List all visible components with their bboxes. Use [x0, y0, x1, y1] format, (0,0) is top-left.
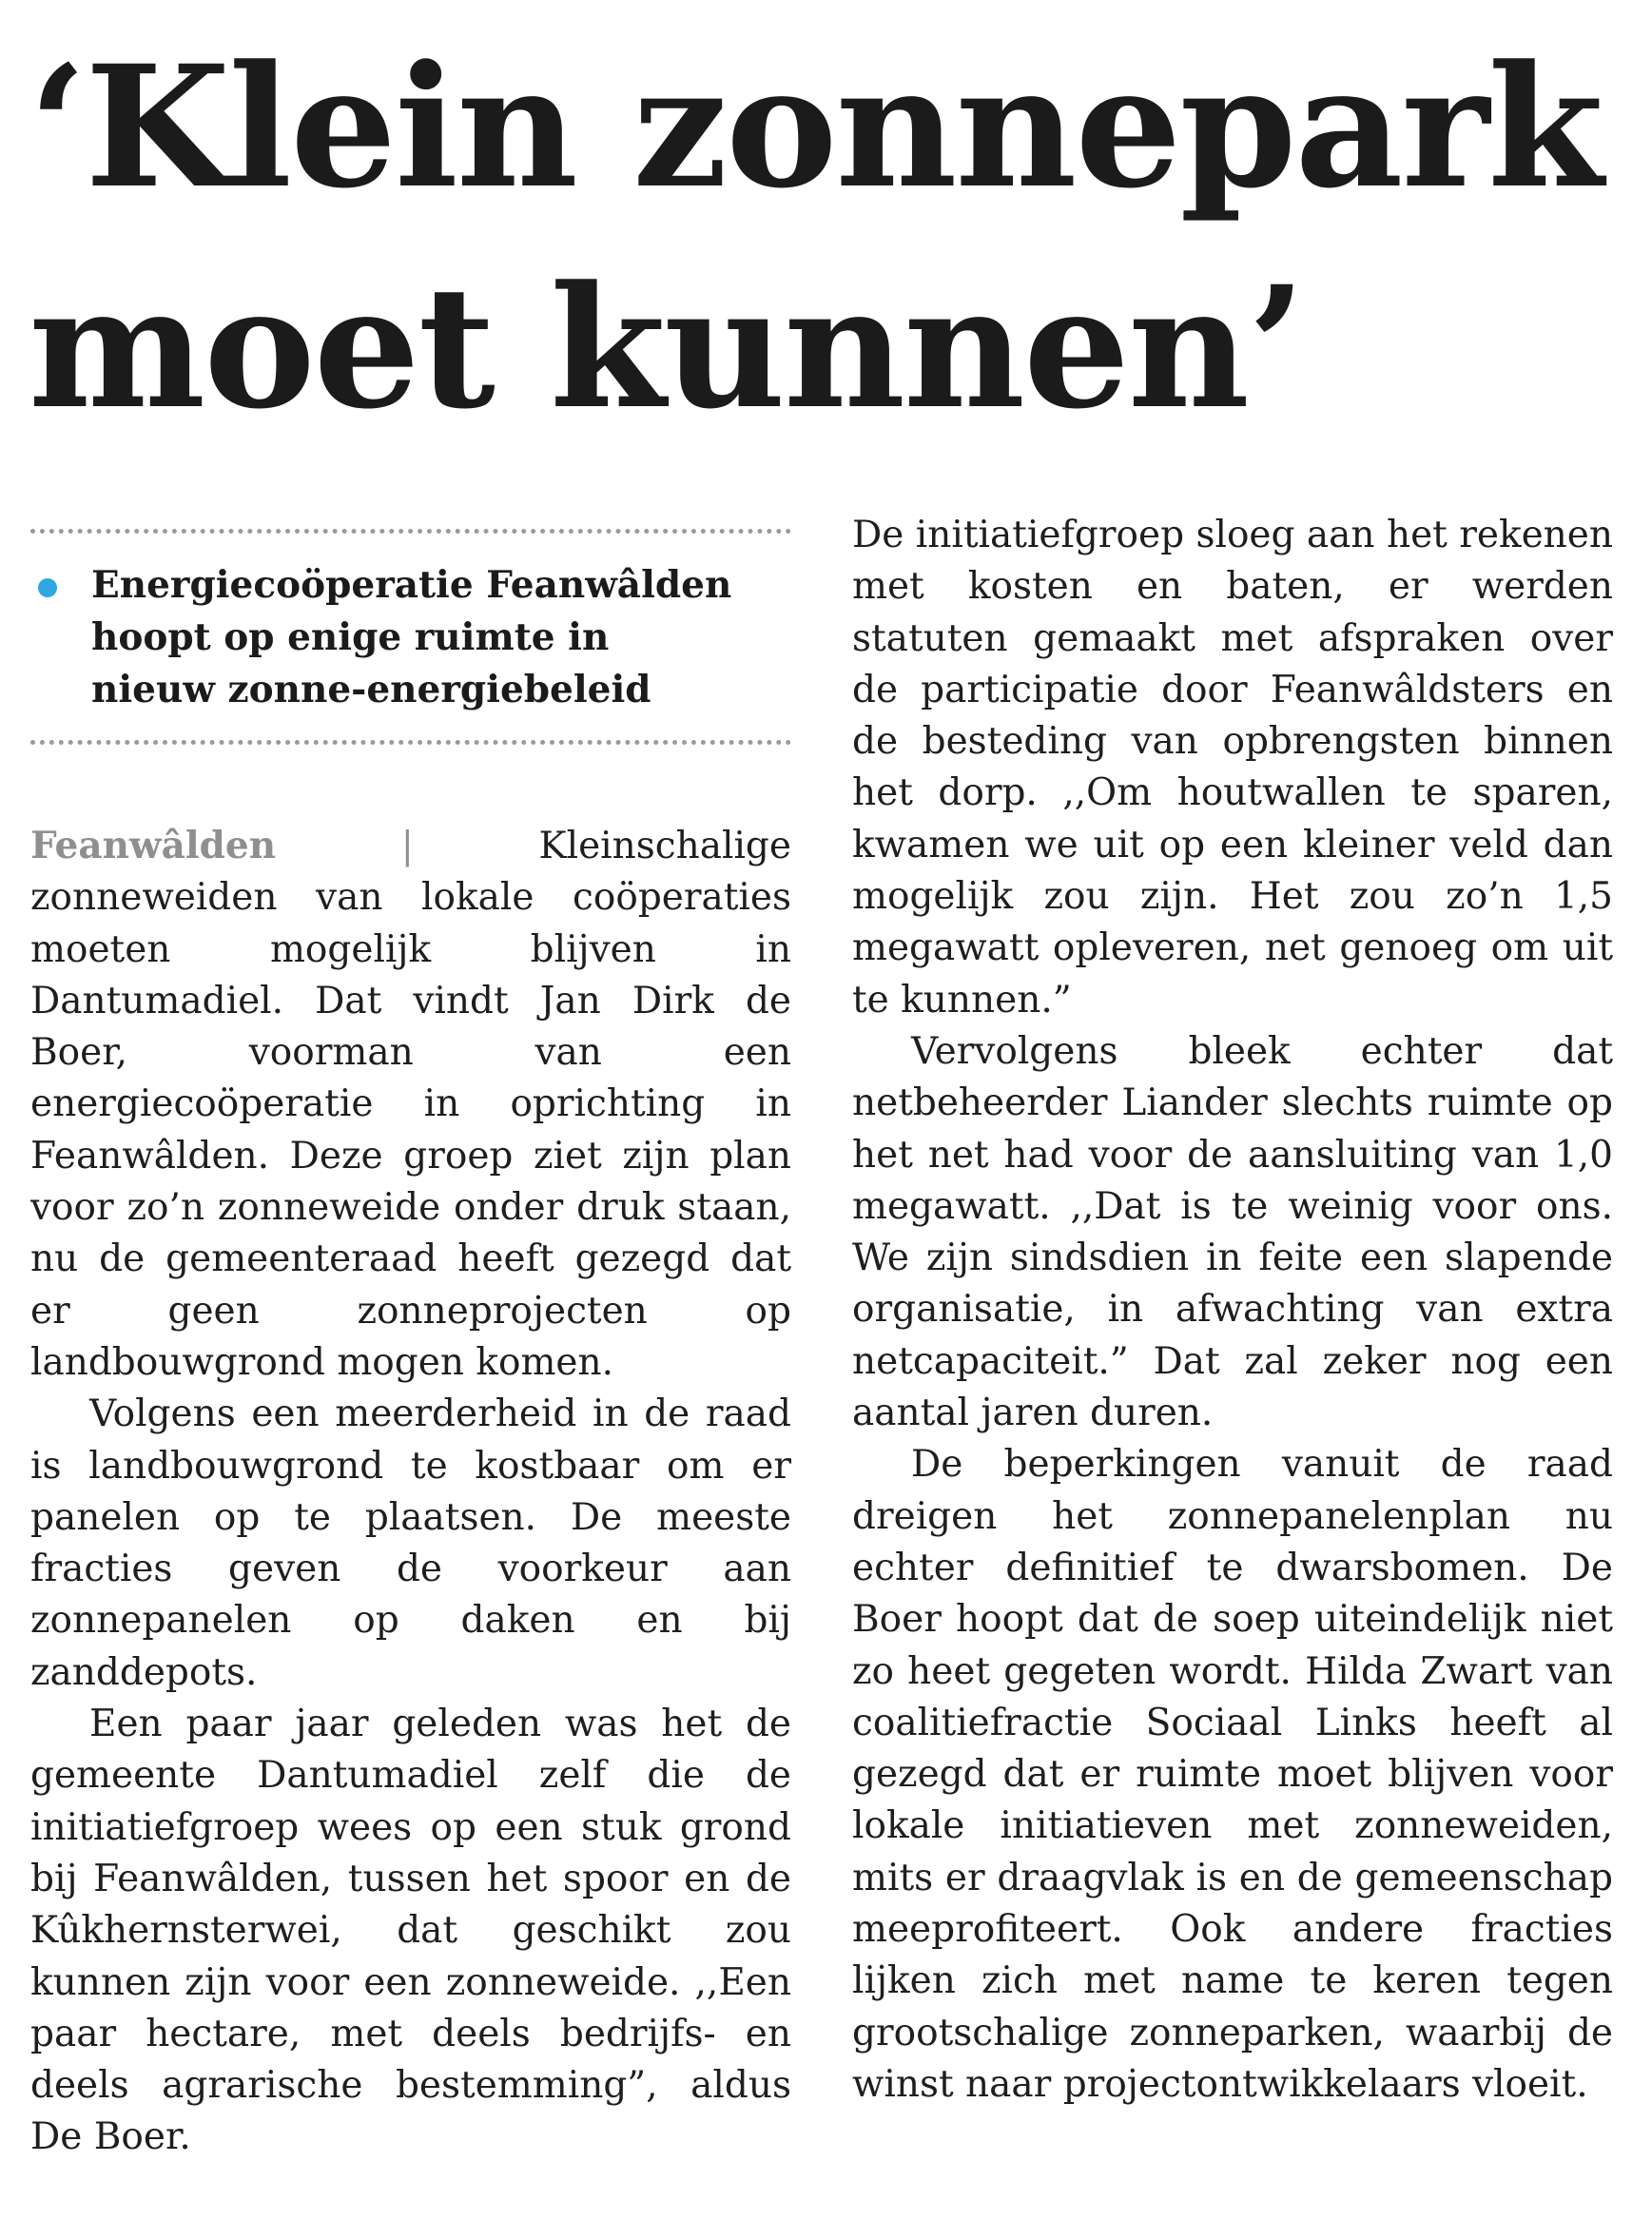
dateline: Feanwâlden: [30, 824, 277, 867]
article-paragraph: De beperkingen vanuit de raad dreigen het zonnepanelenplan nu echter definitief te dwarsbomen. De Boer hoopt dat de soep uiteindelijk niet zo heet gegeten wordt. Hilda Zwart van coalitiefractie Sociaal Links heeft al gezegd dat er ruimte moet blijven voor lokale initiatieven met zonneweiden, mits er draagvlak is en de gemeenschap meeprofiteert. Ook andere fracties lijken zich met name te keren tegen grootschalige zonneparken, waarbij de winst naar projectontwikkelaars vloeit.: [852, 1443, 1613, 2106]
intro-line-3: nieuw zonne-energiebeleid: [91, 668, 651, 711]
article-column-left: [30, 820, 791, 2164]
article-paragraph: Volgens een meerderheid in de raad is landbouwgrond te kostbaar om er panelen op te plaatsen. De meeste fracties geven de voorkeur aan zonnepanelen op daken en bij zanddepots.: [30, 1392, 791, 1694]
paragraph-text: Kleinschalige zonneweiden van lokale coöperaties moeten mogelijk blijven in Dantumadiel. Dat vindt Jan Dirk de Boer, voorman van een energiecoöperatie in oprichting in Feanwâlden. Deze groep ziet zijn plan voor zo’n zonneweide onder druk staan, nu de gemeenteraad heeft gezegd dat er geen zonneprojecten op landbouwgrond mogen komen.: [30, 825, 791, 1384]
intro-line-1: Energiecoöperatie Feanwâlden: [91, 563, 732, 607]
dotted-divider-top: [30, 529, 791, 534]
article-paragraph: [30, 820, 791, 1389]
intro-line-2: hoopt op enige ruimte in: [91, 615, 610, 659]
dateline-separator: |: [400, 825, 414, 867]
article-paragraph: Vervolgens bleek echter dat netbeheerder Liander slechts ruimte op het net had voor de aansluiting van 1,0 megawatt. ,,Dat is te weinig voor ons. We zijn sindsdien in feite een slapende organisatie, in afwachting van extra netcapaciteit.” Dat zal zeker nog een aantal jaren duren.: [852, 1029, 1613, 1435]
intro-summary: [34, 559, 795, 716]
bullet-dot-icon: [38, 578, 57, 597]
headline: [29, 17, 1626, 458]
article-paragraph: Een paar jaar geleden was het de gemeente Dantumadiel zelf die de initiatiefgroep wees op een stuk grond bij Feanwâlden, tussen het spoor en de Kûkhernsterwei, dat geschikt zou kunnen zijn voor een zonneweide. ,,Een paar hectare, met deels bedrijfs- en deels agrarische bestemming”, aldus De Boer.: [30, 1703, 791, 2159]
headline-line-1: ‘Klein zonnepark: [29, 29, 1603, 225]
dotted-divider-bottom: [30, 740, 791, 745]
article-paragraph: De initiatiefgroep sloeg aan het rekenen met kosten en baten, er werden statuten gemaakt met afspraken over de participatie door Feanwâldsters en de besteding van opbrengsten binnen het dorp. ,,Om houtwallen te sparen, kwamen we uit op een kleiner veld dan mogelijk zou zijn. Het zou zo’n 1,5 megawatt opleveren, net genoeg om uit te kunnen.”: [852, 514, 1613, 1022]
headline-line-2: moet kunnen’: [29, 249, 1305, 446]
article-column-right: [852, 510, 1613, 2111]
